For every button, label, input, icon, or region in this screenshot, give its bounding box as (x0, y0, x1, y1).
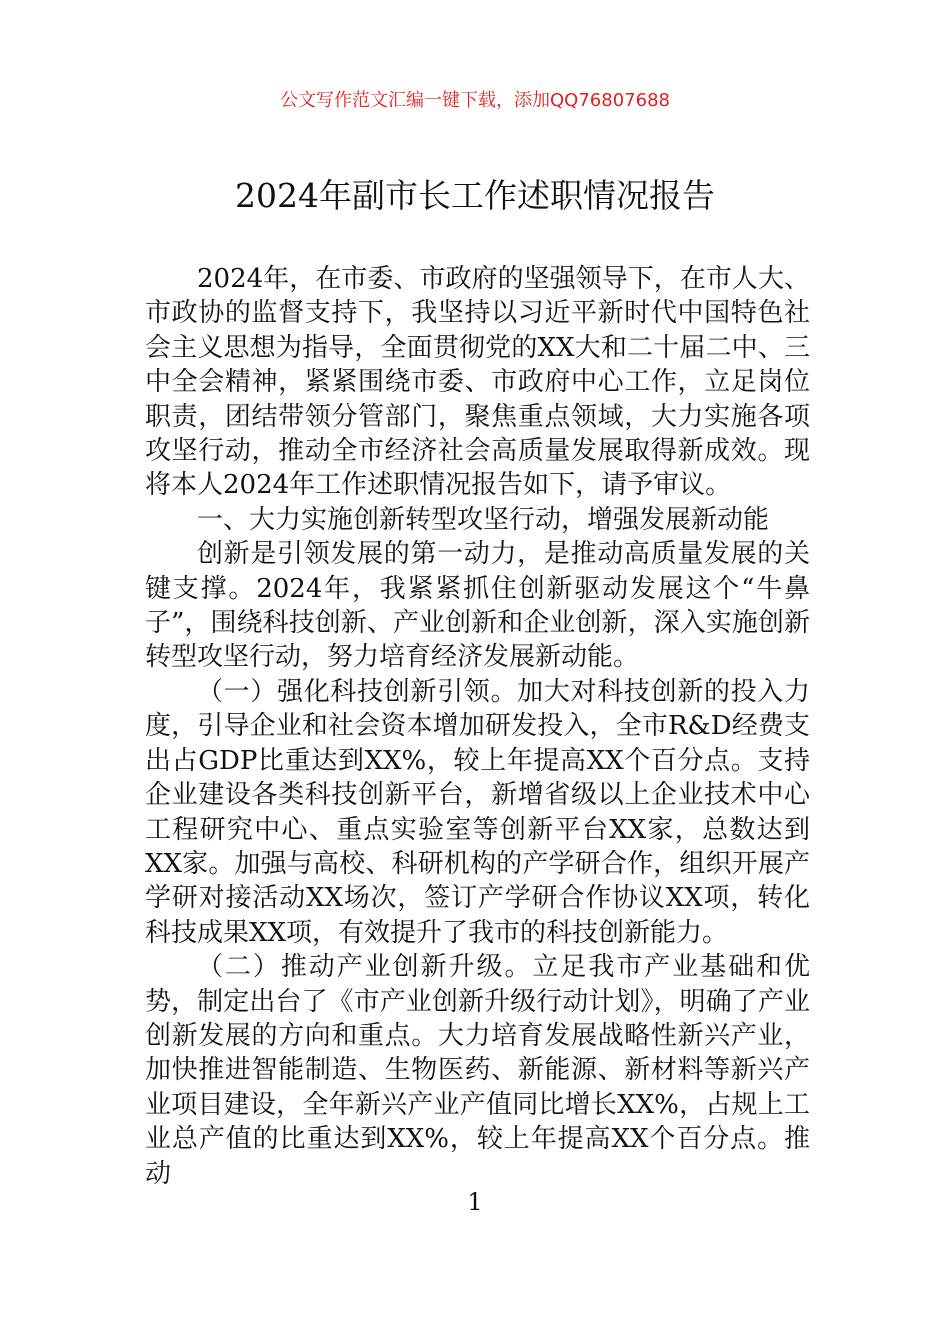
body-paragraph: 创新是引领发展的第一动力，是推动高质量发展的关键支撑。2024年，我紧紧抓住创新驱动发展这个“牛鼻子”，围绕科技创新、产业创新和企业创新，深入实施创新转型攻坚行动，努力培育经济发展新动能。 (145, 539, 810, 673)
document-title: 2024年副市长工作述职情况报告 (235, 176, 715, 215)
body-paragraph: （二）推动产业创新升级。立足我市产业基础和优势，制定出台了《市产业创新升级行动计划》，明确了产业创新发展的方向和重点。大力培育发展战略性新兴产业，加快推进智能制造、生物医药、新能源、新材料等新兴产业项目建设，全年新兴产业产值同比增长XX%，占规上工业总产值的比重达到XX%，较上年提高XX个百分点。推动 (145, 952, 810, 1189)
download-banner: 公文写作范文汇编一键下载，添加QQ76807688 (280, 90, 670, 111)
body-paragraph: （一）强化科技创新引领。加大对科技创新的投入力度，引导企业和社会资本增加研发投入，全市R&D经费支出占GDP比重达到XX%，较上年提高XX个百分点。支持企业建设各类科技创新平台，新增省级以上企业技术中心工程研究中心、重点实验室等创新平台XX家，总数达到XX家。加强与高校、科研机构的产学研合作，组织开展产学研对接活动XX场次，签订产学研合作协议XX项，转化科技成果XX项，有效提升了我市的科技创新能力。 (145, 676, 810, 948)
document-body (145, 262, 810, 1191)
page-number: 1 (467, 1188, 483, 1216)
intro-paragraph: 2024年，在市委、市政府的坚强领导下，在市人大、市政协的监督支持下，我坚持以习近平新时代中国特色社会主义思想为指导，全面贯彻党的XX大和二十届二中、三中全会精神，紧紧围绕市委、市政府中心工作，立足岗位职责，团结带领分管部门，聚焦重点领域，大力实施各项攻坚行动，推动全市经济社会高质量发展取得新成效。现将本人2024年工作述职情况报告如下，请予审议。 (145, 264, 810, 501)
section-heading: 一、大力实施创新转型攻坚行动，增强发展新动能 (197, 504, 770, 535)
